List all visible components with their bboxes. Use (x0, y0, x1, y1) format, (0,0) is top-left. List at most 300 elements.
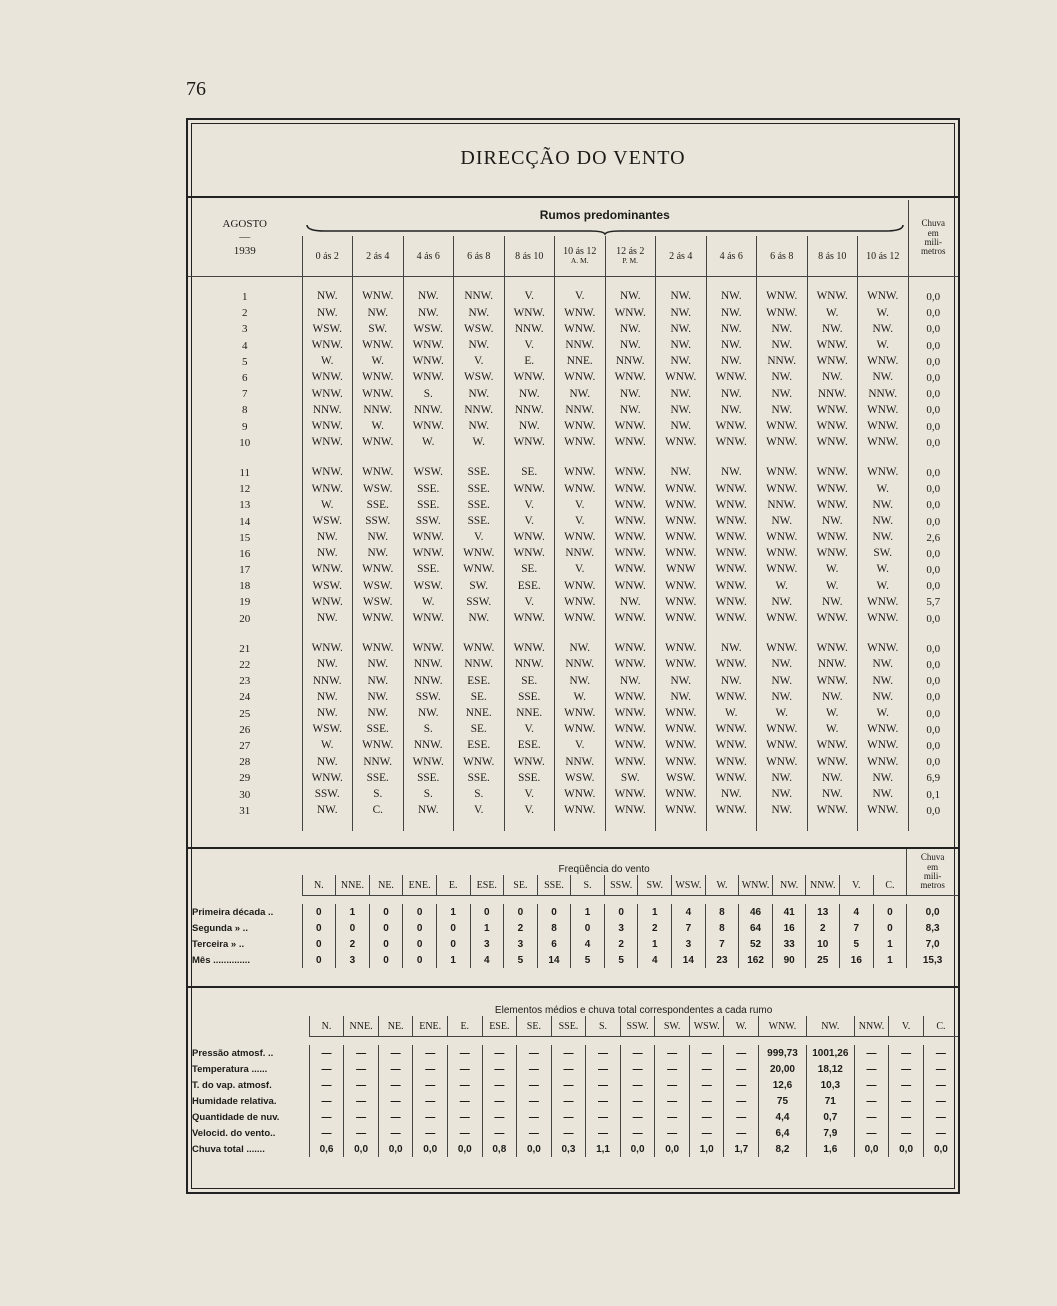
wind-cell: NNE. (504, 706, 555, 722)
row-label: Pressão atmosf. .. (192, 1047, 274, 1059)
wind-cell: W. (454, 435, 505, 451)
wind-cell: SSE. (454, 497, 505, 513)
row-label: T. do vap. atmosf. (192, 1079, 272, 1091)
wind-cell: SW. (858, 546, 909, 562)
frequency-cell: 0 (873, 920, 907, 936)
frequency-cell: 1 (436, 952, 470, 968)
wind-cell: NW. (757, 657, 808, 673)
wind-cell: WNW. (403, 611, 454, 627)
day-cell: 20 (239, 612, 251, 625)
element-cell: 1,1 (586, 1141, 621, 1157)
wind-cell: SW. (353, 321, 404, 337)
wind-cell: NW. (605, 321, 656, 337)
frequency-cell: 0 (369, 920, 403, 936)
rain-header-line: mili- (924, 237, 942, 247)
table-row (188, 354, 958, 370)
element-cell: — (413, 1077, 448, 1093)
wind-cell: WNW. (807, 754, 858, 770)
wind-cell: WNW. (706, 562, 757, 578)
wind-cell: WNW. (353, 386, 404, 402)
wind-cell: NW. (706, 305, 757, 321)
day-cell: 22 (239, 659, 251, 672)
wind-cell: W. (757, 706, 808, 722)
frequency-cell: 0 (504, 904, 538, 920)
wind-cell: NW. (605, 289, 656, 305)
frequency-cell: 0 (403, 952, 437, 968)
wind-cell: NW. (353, 546, 404, 562)
table-row (188, 657, 958, 673)
wind-cell: WNW (656, 562, 707, 578)
day-cell: 1 (242, 291, 248, 304)
element-cell: — (724, 1061, 759, 1077)
wind-cell: ESE. (504, 578, 555, 594)
wind-cell: WNW. (302, 370, 353, 386)
frequency-cell: 33 (772, 936, 806, 952)
element-cell: — (309, 1077, 344, 1093)
table-row (188, 936, 958, 952)
wind-cell: WNW. (656, 435, 707, 451)
wind-cell: WNW. (403, 754, 454, 770)
wind-cell: V. (454, 354, 505, 370)
table-row (188, 1109, 958, 1125)
table-row (188, 1141, 958, 1157)
wind-cell: WNW. (605, 689, 656, 705)
wind-cell: SSW. (454, 594, 505, 610)
element-cell: — (889, 1125, 924, 1141)
direction-header: ESE. (482, 1016, 517, 1037)
wind-cell: NW. (302, 611, 353, 627)
wind-cell: WNW. (353, 562, 404, 578)
column-hours: 12 ás 2 (616, 246, 645, 258)
frequency-cell: 0 (873, 904, 907, 920)
daily-wind-table (188, 200, 958, 831)
wind-cell: WNW. (656, 657, 707, 673)
wind-cell: WNW. (353, 738, 404, 754)
wind-cell: NNW. (605, 354, 656, 370)
frequency-cell: 2 (638, 920, 672, 936)
row-label: Terceira » .. (192, 938, 245, 950)
wind-cell: NNW. (504, 402, 555, 418)
wind-cell: WNW. (757, 562, 808, 578)
element-cell: 7,9 (806, 1125, 854, 1141)
wind-cell: SSE. (454, 465, 505, 481)
frequency-cell: 3 (470, 936, 504, 952)
frequency-cell: 0 (470, 904, 504, 920)
direction-header: V. (840, 875, 874, 896)
element-cell: — (889, 1061, 924, 1077)
frequency-cell: 3 (604, 920, 638, 936)
rain-header-line: mili- (923, 871, 942, 881)
wind-cell: WNW. (555, 419, 606, 435)
wind-cell: WNW. (504, 481, 555, 497)
frequency-cell: 1 (638, 904, 672, 920)
rain-cell: 0,0 (908, 706, 958, 722)
frequency-cell: 4 (470, 952, 504, 968)
frequency-cell: 3 (504, 936, 538, 952)
element-cell: — (447, 1061, 482, 1077)
wind-cell: V. (555, 497, 606, 513)
day-cell: 8 (242, 404, 248, 417)
wind-cell: WNW. (605, 562, 656, 578)
rain-cell: 7,0 (907, 936, 958, 952)
element-cell: 71 (806, 1093, 854, 1109)
wind-cell: SSE. (504, 689, 555, 705)
table-row (188, 546, 958, 562)
row-label: Velocid. do vento.. (192, 1127, 276, 1139)
wind-cell: NW. (403, 803, 454, 819)
wind-cell: NW. (454, 338, 505, 354)
rain-cell: 0,0 (908, 289, 958, 305)
wind-cell: NNW. (403, 673, 454, 689)
wind-cell: S. (353, 786, 404, 802)
table-row (188, 1045, 958, 1061)
wind-cell: SSE. (403, 481, 454, 497)
element-cell: — (889, 1109, 924, 1125)
day-cell: 6 (242, 372, 248, 385)
rain-cell: 0,0 (908, 497, 958, 513)
element-cell: — (586, 1077, 621, 1093)
wind-cell: NNW. (353, 402, 404, 418)
element-cell: — (551, 1109, 586, 1125)
wind-cell: WNW. (757, 435, 808, 451)
wind-cell: WNW. (656, 594, 707, 610)
element-cell: — (923, 1109, 958, 1125)
wind-cell: WNW. (807, 641, 858, 657)
direction-header: V. (889, 1016, 924, 1037)
column-hours: 2 ás 4 (366, 250, 390, 262)
direction-header: NW. (806, 1016, 854, 1037)
wind-cell: WNW. (706, 530, 757, 546)
wind-cell: NW. (757, 689, 808, 705)
rain-cell: 0,0 (908, 465, 958, 481)
wind-cell: NNW. (454, 289, 505, 305)
table-row (188, 321, 958, 337)
wind-cell: WNW. (555, 305, 606, 321)
wind-cell: NW. (858, 370, 909, 386)
wind-cell: NNW. (555, 546, 606, 562)
element-cell: — (378, 1093, 413, 1109)
rain-cell: 0,0 (908, 370, 958, 386)
table-row (188, 497, 958, 513)
rain-cell: 8,3 (907, 920, 958, 936)
wind-cell: WNW. (706, 657, 757, 673)
rain-cell: 0,0 (908, 611, 958, 627)
wind-cell: WNW. (555, 803, 606, 819)
wind-cell: NW. (353, 305, 404, 321)
column-hours: 4 ás 6 (416, 250, 440, 262)
element-cell: — (620, 1077, 655, 1093)
element-cell: — (689, 1077, 724, 1093)
rain-cell: 5,7 (908, 594, 958, 610)
element-cell: 0,0 (854, 1141, 889, 1157)
day-cell: 16 (239, 547, 251, 560)
wind-cell: WNW. (858, 354, 909, 370)
element-cell: — (923, 1125, 958, 1141)
wind-cell: WSW. (454, 370, 505, 386)
wind-cell: WNW. (858, 594, 909, 610)
direction-header: NNW. (806, 875, 840, 896)
wind-cell: WNW. (706, 722, 757, 738)
wind-cell: WNW. (858, 803, 909, 819)
wind-cell: WNW. (807, 402, 858, 418)
wind-cell: WNW. (656, 641, 707, 657)
element-cell: — (854, 1077, 889, 1093)
frequency-cell: 5 (571, 952, 605, 968)
wind-cell: V. (504, 513, 555, 529)
wind-cell: WNW. (757, 546, 808, 562)
wind-cell: NW. (302, 689, 353, 705)
wind-cell: NW. (656, 354, 707, 370)
wind-cell: V. (555, 562, 606, 578)
wind-cell: V. (454, 530, 505, 546)
element-cell: — (854, 1125, 889, 1141)
wind-cell: WNW. (504, 370, 555, 386)
wind-cell: WNW. (807, 673, 858, 689)
wind-cell: NW. (706, 338, 757, 354)
table-row (188, 465, 958, 481)
element-cell: — (309, 1093, 344, 1109)
element-cell: — (689, 1093, 724, 1109)
table-row (188, 435, 958, 451)
element-cell: — (482, 1109, 517, 1125)
wind-cell: W. (353, 354, 404, 370)
wind-cell: NW. (757, 370, 808, 386)
frequency-cell: 0 (403, 920, 437, 936)
element-cell: — (655, 1125, 690, 1141)
frequency-cell: 1 (638, 936, 672, 952)
direction-header: S. (586, 1016, 621, 1037)
wind-cell: NW. (302, 754, 353, 770)
wind-cell: NW. (454, 386, 505, 402)
day-cell: 18 (239, 580, 251, 593)
day-cell: 17 (239, 564, 251, 577)
wind-cell: WNW. (807, 497, 858, 513)
wind-cell: WNW. (454, 562, 505, 578)
wind-cell: WNW. (858, 435, 909, 451)
wind-cell: V. (504, 786, 555, 802)
table-row (188, 481, 958, 497)
element-cell: — (309, 1061, 344, 1077)
wind-cell: V. (555, 738, 606, 754)
direction-header: E. (447, 1016, 482, 1037)
wind-cell: NNW. (353, 754, 404, 770)
day-cell: 7 (242, 388, 248, 401)
wind-cell: WNW. (555, 530, 606, 546)
wind-cell: WNW. (807, 338, 858, 354)
direction-header: WSW. (689, 1016, 724, 1037)
rain-header-line: em (927, 861, 939, 872)
wind-cell: WNW. (706, 594, 757, 610)
wind-cell: WNW. (504, 530, 555, 546)
wind-cell: WNW. (555, 578, 606, 594)
column-header (858, 236, 909, 277)
element-cell: — (482, 1125, 517, 1141)
wind-cell: NW. (807, 594, 858, 610)
wind-cell: NNE. (555, 354, 606, 370)
table-row (188, 1077, 958, 1093)
wind-cell: NW. (706, 289, 757, 305)
wind-cell: SE. (454, 689, 505, 705)
direction-header: WNW. (759, 1016, 807, 1037)
frequency-cell: 13 (806, 904, 840, 920)
wind-cell: NW. (656, 289, 707, 305)
wind-cell: NW. (454, 419, 505, 435)
table-row (188, 386, 958, 402)
wind-cell: NW. (302, 657, 353, 673)
wind-cell: WNW. (504, 305, 555, 321)
wind-cell: W. (302, 354, 353, 370)
frequency-cell: 0 (302, 920, 336, 936)
wind-cell: V. (555, 289, 606, 305)
frequency-cell: 8 (705, 904, 739, 920)
wind-cell: WNW. (807, 546, 858, 562)
element-cell: 999,73 (759, 1045, 807, 1061)
column-header (454, 236, 505, 277)
wind-cell: V. (555, 513, 606, 529)
wind-cell: WSW. (353, 578, 404, 594)
wind-cell: WNW. (706, 738, 757, 754)
element-cell: — (854, 1109, 889, 1125)
wind-cell: SSW. (302, 786, 353, 802)
rain-header-line: Chuva (920, 852, 945, 863)
rain-header-line: em (927, 227, 939, 238)
rain-cell: 0,0 (908, 386, 958, 402)
row-label: Segunda » .. (192, 922, 248, 934)
table-row (188, 952, 958, 968)
wind-cell: NW. (656, 402, 707, 418)
wind-cell: WNW. (757, 419, 808, 435)
wind-cell: NW. (858, 657, 909, 673)
column-hours: 10 ás 12 (563, 246, 597, 258)
direction-header: NNE. (336, 875, 370, 896)
wind-cell: WNW. (605, 786, 656, 802)
wind-cell: WNW. (302, 435, 353, 451)
wind-cell: WNW. (504, 546, 555, 562)
wind-cell: NNW. (858, 386, 909, 402)
day-cell: 5 (242, 355, 248, 368)
wind-cell: NW. (706, 465, 757, 481)
wind-cell: WNW. (605, 738, 656, 754)
wind-cell: WNW. (807, 435, 858, 451)
element-cell: — (517, 1061, 552, 1077)
element-cell: — (854, 1045, 889, 1061)
wind-cell: WNW. (555, 481, 606, 497)
element-cell: — (344, 1125, 379, 1141)
wind-cell: WNW. (454, 546, 505, 562)
wind-cell: NW. (504, 386, 555, 402)
table-row (188, 402, 958, 418)
wind-cell: WNW. (302, 481, 353, 497)
wind-cell: WNW. (656, 722, 707, 738)
element-cell: — (413, 1125, 448, 1141)
day-cell: 29 (239, 772, 251, 785)
wind-cell: S. (403, 722, 454, 738)
rain-cell: 0,0 (908, 481, 958, 497)
wind-cell: SSE. (353, 497, 404, 513)
element-cell: — (655, 1061, 690, 1077)
rain-cell: 0,0 (908, 657, 958, 673)
direction-header: SW. (638, 875, 672, 896)
wind-cell: WNW. (353, 465, 404, 481)
element-cell: — (724, 1077, 759, 1093)
wind-cell: W. (807, 706, 858, 722)
frequency-cell: 0 (302, 936, 336, 952)
wind-cell: WNW. (353, 338, 404, 354)
wind-cell: NW. (807, 513, 858, 529)
group-brace (302, 222, 908, 236)
element-cell: — (447, 1045, 482, 1061)
wind-cell: W. (403, 435, 454, 451)
element-cell: — (378, 1125, 413, 1141)
wind-cell: NNW. (555, 402, 606, 418)
wind-cell: WNW. (858, 754, 909, 770)
wind-cell: WSW. (403, 578, 454, 594)
wind-cell: W. (302, 738, 353, 754)
wind-cell: WNW. (807, 481, 858, 497)
direction-header: SE. (504, 875, 538, 896)
wind-cell: NW. (807, 770, 858, 786)
wind-cell: NW. (757, 786, 808, 802)
wind-cell: WNW. (706, 419, 757, 435)
table-row (188, 706, 958, 722)
wind-cell: SSW. (403, 689, 454, 705)
column-hours: 2 ás 4 (669, 250, 693, 262)
element-cell: 0,0 (889, 1141, 924, 1157)
wind-cell: SSE. (504, 770, 555, 786)
direction-header: SW. (655, 1016, 690, 1037)
column-hours: 6 ás 8 (467, 250, 491, 262)
frequency-cell: 0 (336, 920, 370, 936)
wind-cell: W. (302, 497, 353, 513)
direction-header: NE. (378, 1016, 413, 1037)
wind-cell: WNW. (555, 611, 606, 627)
day-cell: 31 (239, 804, 251, 817)
wind-cell: WNW. (656, 546, 707, 562)
rain-cell: 0,0 (908, 338, 958, 354)
element-cell: 18,12 (806, 1061, 854, 1077)
wind-cell: WNW. (454, 641, 505, 657)
wind-cell: WNW. (858, 722, 909, 738)
wind-cell: WNW. (353, 370, 404, 386)
element-cell: 1,6 (806, 1141, 854, 1157)
wind-cell: WNW. (706, 754, 757, 770)
element-cell: 12,6 (759, 1077, 807, 1093)
wind-cell: NNW. (757, 354, 808, 370)
element-cell: 8,2 (759, 1141, 807, 1157)
element-cell: — (378, 1045, 413, 1061)
day-cell: 9 (242, 420, 248, 433)
wind-cell: V. (504, 594, 555, 610)
element-cell: — (620, 1061, 655, 1077)
frequency-cell: 2 (604, 936, 638, 952)
element-cell: — (889, 1093, 924, 1109)
table-row (188, 530, 958, 546)
wind-cell: WNW. (605, 546, 656, 562)
wind-cell: NW. (656, 465, 707, 481)
column-header (302, 236, 353, 277)
element-cell: — (724, 1045, 759, 1061)
table-row (188, 370, 958, 386)
row-label: Humidade relativa. (192, 1095, 277, 1107)
wind-cell: NW. (858, 513, 909, 529)
direction-header: C. (923, 1016, 958, 1037)
wind-cell: WNW. (302, 419, 353, 435)
elements-table (188, 986, 958, 1157)
element-cell: — (689, 1045, 724, 1061)
table-row (188, 419, 958, 435)
wind-cell: NNW. (555, 754, 606, 770)
element-cell: — (309, 1109, 344, 1125)
